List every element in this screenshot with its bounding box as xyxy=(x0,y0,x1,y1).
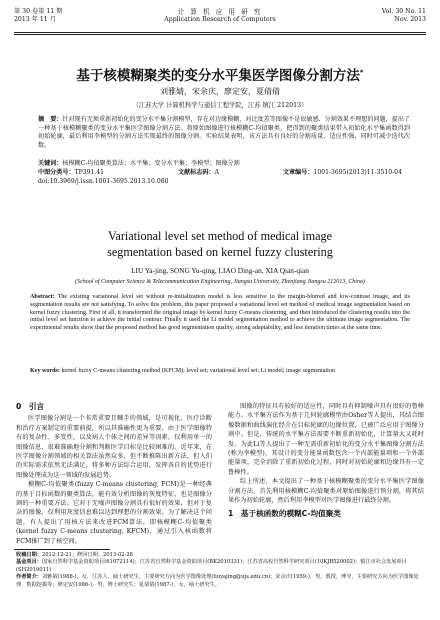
classification-line xyxy=(38,169,410,178)
doi: doi:10.3969/j.issn.1001-3695.2013.10.080 xyxy=(38,178,169,185)
header-rule-top xyxy=(14,32,426,33)
title-en-line-1: Variational level set method of medical image xyxy=(107,229,333,243)
section-heading-introduction: 0 引言 xyxy=(16,402,45,411)
keywords-cn xyxy=(38,160,410,169)
abstract-en-label: Abstract: xyxy=(30,294,55,300)
journal-name-en: Application Research of Computers xyxy=(164,16,276,23)
title-cn xyxy=(14,64,426,84)
volume-issue-cn: 第 30 卷第 11 期 xyxy=(14,8,63,15)
received-label: 收稿日期： xyxy=(16,552,42,558)
clc-value: TP391.41 xyxy=(74,169,105,176)
keywords-cn-label: 关键词： xyxy=(38,160,63,167)
section-heading-kfcm: 1 基于核函数的模糊C-均值聚类 xyxy=(228,509,341,519)
title-en xyxy=(0,228,440,260)
body-paragraph: 图像的特征具有较好的适应性，同时具有抑制噪声具有很好的鲁棒能力。水平集方法作为基于几何轮廓模型由Osher等人提出，其结合图像数据和曲线演化经介在目标轮廓的边缘位置，已被广泛应用于图像分割中。但是，传统的水平集方法需要不断重新初始化，计算量大又耗时发。为此Li等人提出了一种无需重新初始化的变分水平集图像分割方法(称为李模型)，其设计的变分能量函数包含一个内部能量项和一个外部能量项，完全消除了重新初始化过程，同时对初始轮廓和边缘具有一定鲁棒性。 xyxy=(228,403,424,476)
body-paragraph: 医学图像分割是一个非常重要且棘手的领域，是可视化、医疗诊断和治疗方案制定的重要前提，所以其准确性更为重要。由于医学图像特有的复杂性、多变性，以及病人个体之间的差异等因素，仅利用单一的图像信息，很难准确地分割和判断医学目标是比较困难的。近年来，在医学图像分割领域的相关算法虽然众多，但不断推陈出新方法，但入们的实际需求依然无法满足，将多种方法综合运用，发挥各自的优势进行图像处理成为这一领域的发展趋势。 xyxy=(16,415,212,479)
author-bio-text: 刘雅婧(1988-)，女，江苏人，硕士研究生，主要研究方向为医学图像处理(liuyajing@ujs.edu.cn)；宋余庆(1959-)，男，教授，博导，主要研究方向为医学图像处理、数据挖掘等；廖定安(1986-)，男，博士研究生；夏倩倩(1987-)，女，硕士研究生。 xyxy=(16,574,419,588)
footnote-rule xyxy=(14,549,110,550)
title-en-line-2: segmentation based on kernel fuzzy clustering xyxy=(107,245,333,259)
header-rule-bottom xyxy=(14,34,426,35)
keywords-en-label: Key words: xyxy=(30,368,60,374)
body-column-right xyxy=(228,402,424,522)
authors-cn: 刘雅婧，宋余庆，廖定安，夏倩倩 xyxy=(160,87,280,96)
abstract-en-text: The existing variational level set without re-initialization model is less sensitive to the margin-blurred and low-contrast image, and its segmentation results are not satisfying. To solve this problem, this paper proposed a variational level set method of medical image segmentation based on kernel fuzzy clustering. First of all, it transformed the original image by kernel fuzzy C-means clustering, and then introduced the clustering results into the initial level set function to achieve the initial contour. Finally it used the Li model segmentation method to achieve the ultimate image segmentation. The experimental results show that the proposed method has good segmentation quality, strong adaptability, and less iteration times at the same time. xyxy=(30,294,410,332)
keywords-cn-text: 核模糊C-均值聚类算法；水平集；变分水平集；李模型；图像分割 xyxy=(62,160,240,167)
footnote xyxy=(16,552,426,589)
fund-text: 国家自然科学基金资助项目(61072114)；江苏省自然科学基金资助项目(BK2010331)；江苏省高校自然科学研究项目(10KJB520002)；镇江市社会发展项目(SH2010011) xyxy=(16,559,407,573)
title-footnote-mark: * xyxy=(359,68,364,77)
header-right xyxy=(382,8,426,24)
affiliation-cn: （江苏大学 计算机科学与通信工程学院，江苏 镇江 212013） xyxy=(132,102,308,109)
keywords-en-text: kernel fuzzy C-means clustering method (KFCM); level set; variational level set; Li model; image segmentation xyxy=(61,368,335,374)
abstract-en xyxy=(30,294,410,333)
article-number-label: 文章编号： xyxy=(283,169,314,176)
journal-name-cn: 计 算 机 应 用 研 究 xyxy=(177,8,263,16)
article-number-value: 1001-3695(2013)11-3510-04 xyxy=(313,169,402,176)
body-paragraph: 综上所述，本文提出了一种基于核模糊聚类的变分水平集医学图像分割方法。首先利用核模糊C-均值聚类对原始图像进行预分割，将其结果作为初始轮廓，然后利用李模型对医学图像进行最终分割。 xyxy=(228,478,424,505)
header-center xyxy=(14,8,426,24)
authors-en: LIU Ya-jing, SONG Yu-qing, LIAO Ding-an, XIA Qian-qian xyxy=(131,266,309,275)
abstract-cn-text: 针对现有无须重新初始化的变分水平集分割模型，存在对边缘模糊、对比度差等图像不是很敏感、分割效果不理想的问题，提出了一种基于核模糊聚类的变分水平集医学图像分割方法。将原始图像进行核模糊C-均值聚类，把得到的聚类结果带入初始化水平集函数得到初始轮廓，最后利用李模型的分割方法实现最终的图像分割。实验结果表明，该方法具有良好的分割质量、适应性强，同时可减少迭代次数。 xyxy=(38,116,411,149)
doc-code-value: A xyxy=(214,169,219,176)
keywords-en xyxy=(30,368,410,376)
received-dates: 2012-12-21；修回日期：2013-02-28 xyxy=(41,552,133,558)
affiliation-en: (School of Computer Science & Telecommunication Engineering, Jiangsu University, Zhenjiang Jiangsu 212013, China) xyxy=(75,279,365,285)
author-bio-label: 作者简介： xyxy=(16,574,42,581)
body-column-left xyxy=(16,402,212,546)
abstract-cn-label: 摘 要： xyxy=(38,116,63,123)
doc-code-label: 文献标志码： xyxy=(178,169,215,176)
running-header xyxy=(14,8,426,32)
abstract-cn xyxy=(38,116,410,150)
date-cn: 2013 年 11 月 xyxy=(14,16,56,23)
date-en: Nov. 2013 xyxy=(394,16,426,23)
fund-label: 基金项目： xyxy=(16,559,42,566)
title-cn-text: 基于核模糊聚类的变分水平集医学图像分割方法 xyxy=(76,68,360,84)
body-paragraph: 模糊C-均值聚类(fuzzy C-means clustering, FCM)是一种经典的基于目标函数的聚类算法，能有效分析图像的灰度特征，也是图像分割的一种重要方法。它对于无噪声图像分割具有很好的效果，但对于复杂的图像，仅利用灰度信息难以达到理想的分割效果。为了解决这个问题，有人提出了用核方法来改进FCM算法，即核模糊C-均值聚类(kernel fuzzy C-means clustering, KFCM)，通过引入核函数将FCM推广到了核空间。 xyxy=(16,481,212,545)
clc-label: 中图分类号： xyxy=(38,169,75,176)
volume-issue-en: Vol. 30 No. 11 xyxy=(381,8,426,15)
